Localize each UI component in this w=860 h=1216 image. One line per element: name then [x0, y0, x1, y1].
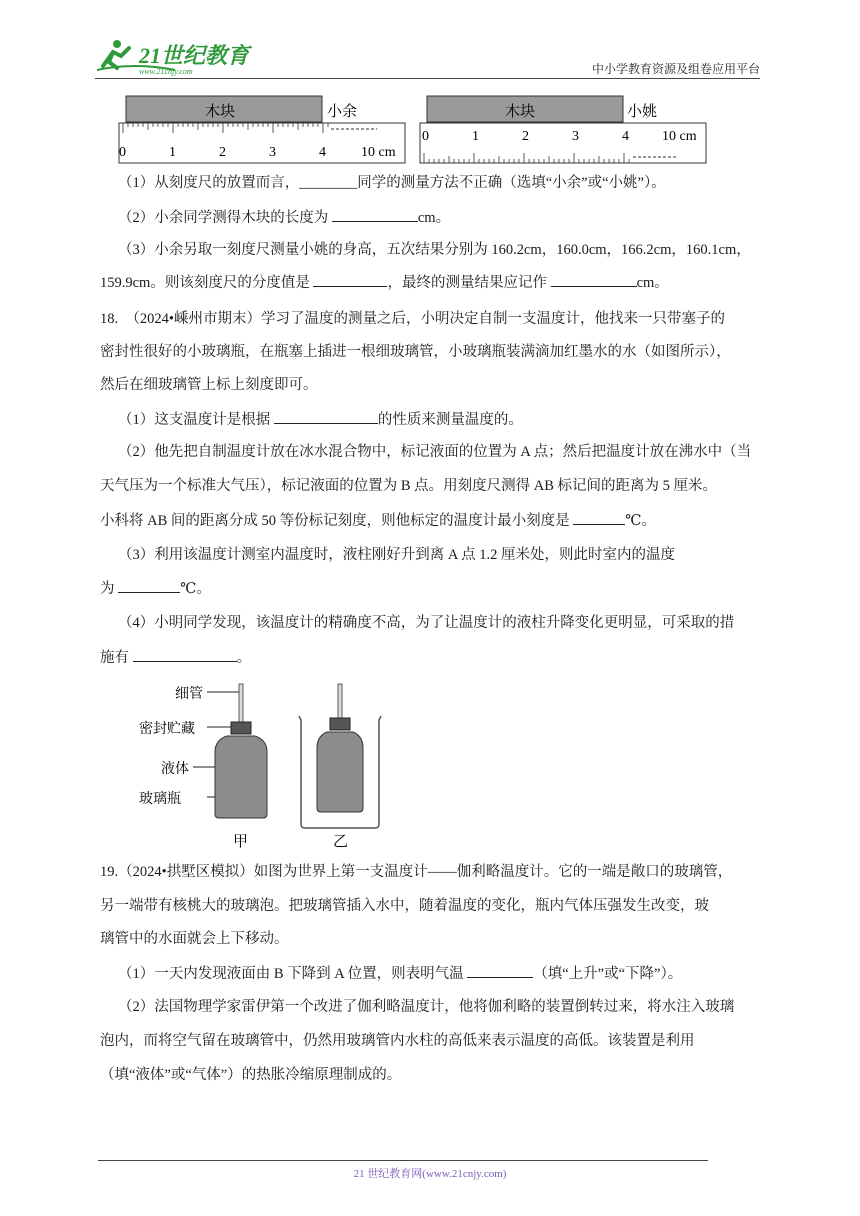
tick-label: 2: [522, 129, 529, 144]
q19-part2-line2: 泡内，而将空气留在玻璃管中，仍然用玻璃管内水柱的高低来表示温度的高低。该装置是利用: [100, 1033, 695, 1049]
answer-blank[interactable]: [332, 207, 418, 222]
q17-part2-text: （2）小余同学测得木块的长度为: [118, 210, 332, 226]
q18-part2-text: 小科将 AB 间的距离分成 50 等份标记刻度，则他标定的温度计最小刻度是: [100, 513, 574, 529]
tick-label: 1: [169, 145, 176, 160]
page-footer: 21 世纪教育网(www.21cnjy.com): [353, 1168, 507, 1180]
q17-part1: （1）从刻度尺的放置而言，________同学的测量方法不正确（选填“小余”或“小姚”）。: [118, 175, 666, 191]
ruler-figure: [115, 92, 715, 166]
q17-part3-text2: ，最终的测量结果应记作: [387, 275, 551, 291]
bottle-a: [215, 684, 267, 850]
caption-a: 甲: [233, 832, 249, 850]
q18-part3-unit: ℃。: [180, 581, 211, 597]
tick-label: 10 cm: [361, 145, 396, 160]
footer-divider: [98, 1160, 708, 1161]
q18-part1: [118, 409, 763, 430]
tick-label: 2: [219, 145, 226, 160]
tick-label: 4: [319, 145, 326, 160]
header-divider: [95, 78, 760, 79]
tick-label: 0: [422, 129, 429, 144]
q19-stem-line1: 19.（2024•拱墅区模拟）如图为世界上第一支温度计——伽利略温度计。它的一端是敞口的玻璃管，: [100, 864, 733, 880]
ruler-xiaoyao: [420, 96, 706, 163]
thermometer-figure: [135, 680, 395, 852]
q17-part2: [118, 207, 763, 228]
tick-label: 3: [269, 145, 276, 160]
label-tube: 细管: [175, 686, 203, 702]
q19-part2-line1: （2）法国物理学家雷伊第一个改进了伽利略温度计，他将伽利略的装置倒转过来，将水注入玻璃: [118, 999, 735, 1015]
bottle-b: [299, 684, 381, 850]
q17-part3-text: 159.9cm。则该刻度尺的分度值是: [100, 275, 314, 291]
answer-blank[interactable]: [467, 963, 533, 978]
answer-blank[interactable]: [313, 272, 387, 287]
answer-blank[interactable]: [133, 647, 237, 662]
q17-part3-line1: （3）小余另取一刻度尺测量小姚的身高，五次结果分别为 160.2cm，160.0cm，166.2cm，160.1cm，: [118, 242, 751, 258]
q17-part3-unit: cm。: [636, 275, 669, 291]
label-seal: 密封贮藏: [139, 721, 195, 737]
caption-b: 乙: [333, 832, 349, 850]
q18-part2-line1: （2）他先把自制温度计放在冰水混合物中，标记液面的位置为 A 点；然后把温度计放在沸水中（当: [118, 444, 752, 460]
q18-part2-line2: 天气压为一个标准大气压），标记液面的位置为 B 点。用刻度尺测得 AB 标记间的距离为 5 厘米。: [100, 478, 718, 494]
q18-part4-end: 。: [236, 650, 252, 666]
q18-part4-text: 施有: [100, 650, 133, 666]
q19-part1-text: （1）一天内发现液面由 B 下降到 A 位置，则表明气温: [118, 966, 468, 982]
tick-label: 0: [119, 145, 126, 160]
q19-part1: [118, 963, 763, 984]
q18-part1-text: （1）这支温度计是根据: [118, 412, 274, 428]
answer-blank[interactable]: [118, 578, 180, 593]
q18-part2-line3: [100, 510, 765, 531]
block-label-left: 木块: [205, 102, 236, 120]
platform-title: 中小学教育资源及组卷应用平台: [591, 62, 760, 76]
q19-stem-line2: 另一端带有核桃大的玻璃泡。把玻璃管插入水中，随着温度的变化，瓶内气体压强发生改变，玻: [100, 898, 709, 914]
q18-stem-line2: 密封性很好的小玻璃瓶，在瓶塞上插进一根细玻璃管，小玻璃瓶装满滴加红墨水的水（如图所示），: [100, 344, 731, 360]
name-xiaoyao: 小姚: [627, 102, 658, 120]
tick-label: 10 cm: [662, 129, 697, 144]
q18-part4-line1: （4）小明同学发现，该温度计的精确度不高，为了让温度计的液柱升降变化更明显，可采取的措: [118, 615, 735, 631]
logo-url: www.21cnjy.com: [139, 67, 193, 76]
name-xiaoyu: 小余: [327, 102, 358, 120]
q19-stem-line3: 璃管中的水面就会上下移动。: [100, 931, 289, 947]
q19-part1-text2: （填“上升”或“下降”）。: [533, 966, 683, 982]
q18-stem-line3: 然后在细玻璃管上标上刻度即可。: [100, 377, 318, 393]
site-logo: [95, 36, 255, 78]
tick-label: 3: [572, 129, 579, 144]
q19-part2-line3: （填“液体”或“气体”）的热胀冷缩原理制成的。: [100, 1067, 402, 1083]
page-header: [95, 36, 760, 80]
q18-part3-line2: [100, 578, 765, 599]
q18-part3-text: 为: [100, 581, 119, 597]
q18-part1-text2: 的性质来测量温度的。: [377, 412, 523, 428]
answer-blank[interactable]: [274, 409, 378, 424]
tick-label: 4: [622, 129, 629, 144]
q18-part3-line1: （3）利用该温度计测室内温度时，液柱刚好升到离 A 点 1.2 厘米处，则此时室内的温度: [118, 547, 676, 563]
label-bottle: 玻璃瓶: [139, 791, 181, 807]
q18-part2-unit: ℃。: [625, 513, 656, 529]
q17-part2-unit: cm。: [417, 210, 451, 226]
answer-blank[interactable]: [573, 510, 625, 525]
tick-label: 1: [472, 129, 479, 144]
q17-part3-line2: [100, 272, 765, 293]
q18-stem-line1: 18. （2024•嵊州市期末）学习了温度的测量之后，小明决定自制一支温度计，他找来一只带塞子的: [100, 311, 725, 327]
logo-text: 21世纪教育: [139, 43, 250, 68]
block-label-right: 木块: [505, 102, 536, 120]
answer-blank[interactable]: [551, 272, 637, 287]
label-liquid: 液体: [161, 761, 189, 777]
ruler-xiaoyu: [119, 96, 405, 163]
q18-part4-line2: [100, 647, 765, 668]
